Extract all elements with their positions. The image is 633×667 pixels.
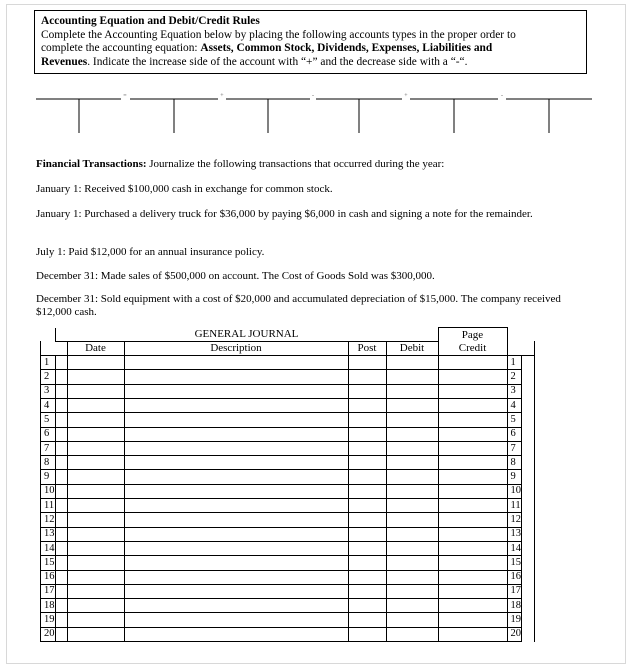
row-margin — [522, 627, 535, 641]
instructions-line2: complete the accounting equation: — [41, 42, 201, 55]
post-cell[interactable] — [348, 613, 386, 627]
row-number-left: 16 — [41, 570, 56, 584]
row-gap[interactable] — [55, 484, 67, 498]
row-number-right: 14 — [507, 541, 522, 555]
credit-cell[interactable] — [438, 398, 507, 412]
post-cell[interactable] — [348, 570, 386, 584]
debit-cell[interactable] — [386, 584, 438, 598]
financial-title: Financial Transactions: — [36, 158, 147, 170]
row-gap[interactable] — [55, 599, 67, 613]
description-cell[interactable] — [124, 627, 348, 641]
row-number-left: 19 — [41, 613, 56, 627]
post-cell[interactable] — [348, 499, 386, 513]
row-number-left: 6 — [41, 427, 56, 441]
description-cell[interactable] — [124, 584, 348, 598]
journal-row — [41, 470, 535, 484]
row-number-right: 13 — [507, 527, 522, 541]
row-number-right: 12 — [507, 513, 522, 527]
row-number-left: 17 — [41, 584, 56, 598]
row-gap[interactable] — [55, 541, 67, 555]
debit-cell[interactable] — [386, 627, 438, 641]
instructions-title: Accounting Equation and Debit/Credit Rules — [41, 15, 260, 27]
journal-row — [41, 627, 535, 641]
post-cell[interactable] — [348, 398, 386, 412]
row-number-left: 12 — [41, 513, 56, 527]
date-cell[interactable] — [67, 513, 124, 527]
row-number-left: 14 — [41, 541, 56, 555]
row-margin — [522, 384, 535, 398]
description-cell[interactable] — [124, 356, 348, 370]
credit-cell[interactable] — [438, 613, 507, 627]
row-gap[interactable] — [55, 413, 67, 427]
row-gap[interactable] — [55, 398, 67, 412]
row-number-right: 7 — [507, 441, 522, 455]
journal-row — [41, 484, 535, 498]
journal-header-row-2 — [41, 341, 535, 355]
row-margin — [522, 370, 535, 384]
row-number-right: 10 — [507, 484, 522, 498]
debit-cell[interactable] — [386, 541, 438, 555]
credit-cell[interactable] — [438, 413, 507, 427]
row-number-left: 5 — [41, 413, 56, 427]
journal-page-label: Page — [438, 328, 507, 342]
journal-row — [41, 499, 535, 513]
debit-cell[interactable] — [386, 570, 438, 584]
date-cell[interactable] — [67, 470, 124, 484]
row-margin — [522, 556, 535, 570]
debit-cell[interactable] — [386, 427, 438, 441]
row-margin — [522, 570, 535, 584]
transaction-4: December 31: Made sales of $500,000 on account. The Cost of Goods Sold was $300,000. — [36, 270, 435, 282]
row-gap[interactable] — [55, 613, 67, 627]
date-cell[interactable] — [67, 484, 124, 498]
credit-cell[interactable] — [438, 527, 507, 541]
row-number-right: 18 — [507, 599, 522, 613]
credit-cell[interactable] — [438, 599, 507, 613]
post-cell[interactable] — [348, 599, 386, 613]
t-accounts-drawing — [0, 93, 633, 143]
row-gap[interactable] — [55, 570, 67, 584]
journal-row — [41, 613, 535, 627]
row-margin — [522, 584, 535, 598]
debit-cell[interactable] — [386, 441, 438, 455]
credit-cell[interactable] — [438, 470, 507, 484]
row-number-right: 3 — [507, 384, 522, 398]
row-number-left: 15 — [41, 556, 56, 570]
description-cell[interactable] — [124, 527, 348, 541]
credit-cell[interactable] — [438, 384, 507, 398]
debit-cell[interactable] — [386, 527, 438, 541]
row-gap[interactable] — [55, 527, 67, 541]
post-cell[interactable] — [348, 370, 386, 384]
credit-cell[interactable] — [438, 370, 507, 384]
row-margin — [522, 398, 535, 412]
debit-cell[interactable] — [386, 599, 438, 613]
row-gap[interactable] — [55, 470, 67, 484]
row-gap[interactable] — [55, 499, 67, 513]
row-number-right: 8 — [507, 456, 522, 470]
date-cell[interactable] — [67, 413, 124, 427]
date-cell[interactable] — [67, 356, 124, 370]
description-cell[interactable] — [124, 384, 348, 398]
description-cell[interactable] — [124, 599, 348, 613]
date-cell[interactable] — [67, 427, 124, 441]
journal-row — [41, 398, 535, 412]
debit-cell[interactable] — [386, 613, 438, 627]
credit-cell[interactable] — [438, 584, 507, 598]
equation-separator-2: + — [220, 93, 224, 99]
col-header-credit: Credit — [438, 341, 507, 355]
credit-cell[interactable] — [438, 427, 507, 441]
transaction-1: January 1: Received $100,000 cash in exchange for common stock. — [36, 183, 333, 195]
description-cell[interactable] — [124, 613, 348, 627]
description-cell[interactable] — [124, 456, 348, 470]
row-number-left: 18 — [41, 599, 56, 613]
row-margin — [522, 427, 535, 441]
row-number-left: 2 — [41, 370, 56, 384]
row-margin — [522, 613, 535, 627]
credit-cell[interactable] — [438, 456, 507, 470]
row-number-right: 2 — [507, 370, 522, 384]
transaction-2: January 1: Purchased a delivery truck for $36,000 by paying $6,000 in cash and signing a note for the remainder. — [36, 208, 533, 220]
post-cell[interactable] — [348, 356, 386, 370]
journal-row — [41, 413, 535, 427]
row-number-left: 4 — [41, 398, 56, 412]
row-number-right: 9 — [507, 470, 522, 484]
debit-cell[interactable] — [386, 499, 438, 513]
row-gap[interactable] — [55, 356, 67, 370]
debit-cell[interactable] — [386, 413, 438, 427]
row-gap[interactable] — [55, 556, 67, 570]
row-margin — [522, 513, 535, 527]
credit-cell[interactable] — [438, 541, 507, 555]
journal-row — [41, 384, 535, 398]
equation-separator-4: + — [404, 93, 408, 99]
post-cell[interactable] — [348, 513, 386, 527]
equation-separator-1: = — [123, 93, 127, 99]
journal-row — [41, 370, 535, 384]
date-cell[interactable] — [67, 613, 124, 627]
row-margin — [522, 456, 535, 470]
date-cell[interactable] — [67, 370, 124, 384]
description-cell[interactable] — [124, 413, 348, 427]
transaction-3: July 1: Paid $12,000 for an annual insurance policy. — [36, 246, 265, 258]
credit-cell[interactable] — [438, 499, 507, 513]
col-header-description: Description — [124, 341, 348, 355]
row-gap[interactable] — [55, 384, 67, 398]
row-gap[interactable] — [55, 584, 67, 598]
row-gap[interactable] — [55, 456, 67, 470]
post-cell[interactable] — [348, 484, 386, 498]
description-cell[interactable] — [124, 370, 348, 384]
row-number-left: 8 — [41, 456, 56, 470]
journal-row — [41, 441, 535, 455]
row-margin — [522, 499, 535, 513]
description-cell[interactable] — [124, 427, 348, 441]
debit-cell[interactable] — [386, 470, 438, 484]
description-cell[interactable] — [124, 441, 348, 455]
credit-cell[interactable] — [438, 484, 507, 498]
journal-row — [41, 356, 535, 370]
row-margin — [522, 541, 535, 555]
row-number-left: 10 — [41, 484, 56, 498]
col-header-post: Post — [348, 341, 386, 355]
post-cell[interactable] — [348, 456, 386, 470]
accounting-equation-t-accounts — [0, 93, 633, 143]
post-cell[interactable] — [348, 441, 386, 455]
date-cell[interactable] — [67, 556, 124, 570]
description-cell[interactable] — [124, 499, 348, 513]
post-cell[interactable] — [348, 470, 386, 484]
row-margin — [522, 470, 535, 484]
instructions-line3: . Indicate the increase side of the account with “+” and the decrease side with a “-“. — [87, 55, 468, 68]
instructions-accounts-list-end: Revenues — [41, 55, 88, 68]
row-number-right: 16 — [507, 570, 522, 584]
row-number-left: 3 — [41, 384, 56, 398]
description-cell[interactable] — [124, 484, 348, 498]
row-margin — [522, 441, 535, 455]
debit-cell[interactable] — [386, 484, 438, 498]
row-margin — [522, 599, 535, 613]
post-cell[interactable] — [348, 541, 386, 555]
credit-cell[interactable] — [438, 356, 507, 370]
date-cell[interactable] — [67, 398, 124, 412]
date-cell[interactable] — [67, 627, 124, 641]
row-number-right: 17 — [507, 584, 522, 598]
transaction-5: December 31: Sold equipment with a cost of $20,000 and accumulated depreciation of $15,000. The company received $12,000 cash. — [36, 293, 561, 318]
row-number-right: 6 — [507, 427, 522, 441]
equation-separator-5: - — [501, 93, 503, 99]
journal-row — [41, 427, 535, 441]
row-margin — [522, 527, 535, 541]
journal-row — [41, 527, 535, 541]
credit-cell[interactable] — [438, 441, 507, 455]
debit-cell[interactable] — [386, 384, 438, 398]
post-cell[interactable] — [348, 527, 386, 541]
financial-title-rest: Journalize the following transactions that occurred during the year: — [146, 158, 445, 170]
date-cell[interactable] — [67, 384, 124, 398]
row-number-right: 19 — [507, 613, 522, 627]
description-cell[interactable] — [124, 513, 348, 527]
date-cell[interactable] — [67, 527, 124, 541]
row-number-right: 1 — [507, 356, 522, 370]
post-cell[interactable] — [348, 384, 386, 398]
row-gap[interactable] — [55, 370, 67, 384]
date-cell[interactable] — [67, 456, 124, 470]
journal-header-row-1 — [41, 328, 535, 342]
instructions-line1: Complete the Accounting Equation below by placing the following accounts types in the proper order to — [41, 28, 516, 41]
journal-body — [41, 328, 535, 642]
debit-cell[interactable] — [386, 370, 438, 384]
row-gap[interactable] — [55, 627, 67, 641]
row-margin — [522, 413, 535, 427]
debit-cell[interactable] — [386, 456, 438, 470]
description-cell[interactable] — [124, 398, 348, 412]
debit-cell[interactable] — [386, 513, 438, 527]
journal-title: GENERAL JOURNAL — [55, 328, 438, 342]
row-gap[interactable] — [55, 441, 67, 455]
description-cell[interactable] — [124, 556, 348, 570]
description-cell[interactable] — [124, 541, 348, 555]
journal-row — [41, 456, 535, 470]
row-number-left: 9 — [41, 470, 56, 484]
journal-row — [41, 541, 535, 555]
row-number-left: 7 — [41, 441, 56, 455]
journal-row — [41, 556, 535, 570]
row-number-left: 20 — [41, 627, 56, 641]
description-cell[interactable] — [124, 570, 348, 584]
date-cell[interactable] — [67, 584, 124, 598]
post-cell[interactable] — [348, 556, 386, 570]
row-number-left: 13 — [41, 527, 56, 541]
general-journal-table — [40, 327, 535, 642]
credit-cell[interactable] — [438, 570, 507, 584]
row-margin — [522, 356, 535, 370]
post-cell[interactable] — [348, 427, 386, 441]
row-number-left: 1 — [41, 356, 56, 370]
post-cell[interactable] — [348, 413, 386, 427]
row-number-right: 4 — [507, 398, 522, 412]
col-header-date: Date — [67, 341, 124, 355]
row-number-right: 5 — [507, 413, 522, 427]
instructions-box — [34, 10, 587, 74]
instructions-accounts-list: Assets, Common Stock, Dividends, Expenses, Liabilities and — [200, 42, 493, 55]
credit-cell[interactable] — [438, 556, 507, 570]
debit-cell[interactable] — [386, 556, 438, 570]
row-gap[interactable] — [55, 427, 67, 441]
debit-cell[interactable] — [386, 398, 438, 412]
journal-row — [41, 599, 535, 613]
row-number-left: 11 — [41, 499, 56, 513]
date-cell[interactable] — [67, 499, 124, 513]
row-number-right: 15 — [507, 556, 522, 570]
row-gap[interactable] — [55, 513, 67, 527]
row-number-right: 20 — [507, 627, 522, 641]
row-margin — [522, 484, 535, 498]
post-cell[interactable] — [348, 584, 386, 598]
date-cell[interactable] — [67, 570, 124, 584]
debit-cell[interactable] — [386, 356, 438, 370]
credit-cell[interactable] — [438, 513, 507, 527]
equation-separator-3: - — [312, 93, 314, 99]
description-cell[interactable] — [124, 470, 348, 484]
row-number-right: 11 — [507, 499, 522, 513]
journal-row — [41, 570, 535, 584]
col-header-debit: Debit — [386, 341, 438, 355]
financial-transactions-heading — [36, 158, 596, 171]
journal-row — [41, 513, 535, 527]
date-cell[interactable] — [67, 599, 124, 613]
credit-cell[interactable] — [438, 627, 507, 641]
journal-row — [41, 584, 535, 598]
date-cell[interactable] — [67, 541, 124, 555]
post-cell[interactable] — [348, 627, 386, 641]
date-cell[interactable] — [67, 441, 124, 455]
